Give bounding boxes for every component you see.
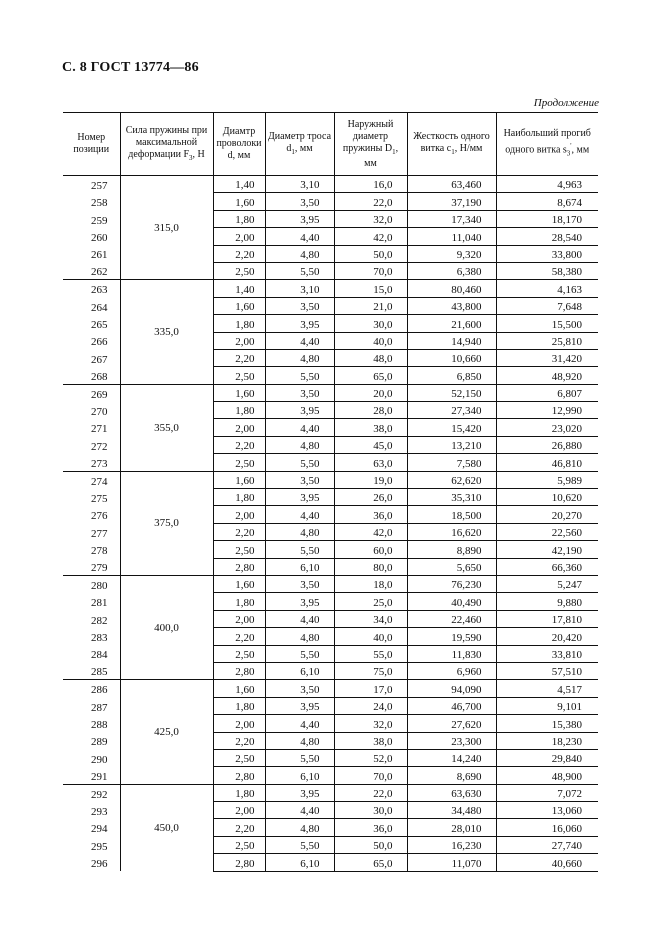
cable-diameter-cell: 3,10	[265, 176, 334, 193]
deflection-cell: 18,170	[496, 210, 598, 227]
position-cell: 279	[91, 561, 108, 574]
position-cell: 275	[91, 492, 108, 505]
stiffness-cell: 94,090	[407, 680, 496, 697]
cable-diameter-cell: 4,80	[265, 436, 334, 453]
wire-diameter-cell: 1,80	[213, 315, 265, 332]
cable-diameter-cell: 6,10	[265, 854, 334, 871]
outer-diameter-cell: 17,0	[334, 680, 407, 697]
stiffness-cell: 15,420	[407, 419, 496, 436]
deflection-cell: 46,810	[496, 454, 598, 471]
cable-diameter-cell: 3,50	[265, 193, 334, 210]
cable-diameter-cell: 3,10	[265, 280, 334, 297]
wire-diameter-cell: 2,80	[213, 854, 265, 871]
deflection-cell: 4,517	[496, 680, 598, 697]
wire-diameter-cell: 2,50	[213, 749, 265, 766]
column-header: Наибольший прогиб одного витка $s_3'$, мм	[496, 113, 598, 176]
position-cell: 296	[91, 858, 108, 871]
wire-diameter-cell: 1,60	[213, 471, 265, 488]
stiffness-cell: 27,340	[407, 402, 496, 419]
force-cell: 315,0	[120, 176, 213, 280]
deflection-cell: 33,800	[496, 245, 598, 262]
outer-diameter-cell: 32,0	[334, 210, 407, 227]
cable-diameter-cell: 3,50	[265, 680, 334, 697]
position-cell: 289	[91, 736, 108, 749]
cable-diameter-cell: 4,40	[265, 802, 334, 819]
springs-table	[63, 112, 598, 872]
cable-diameter-cell: 5,50	[265, 645, 334, 662]
position-cell: 293	[91, 805, 108, 818]
deflection-cell: 20,420	[496, 628, 598, 645]
stiffness-cell: 6,960	[407, 662, 496, 679]
deflection-cell: 28,540	[496, 228, 598, 245]
cable-diameter-cell: 4,80	[265, 349, 334, 366]
deflection-cell: 6,807	[496, 384, 598, 401]
outer-diameter-cell: 42,0	[334, 523, 407, 540]
outer-diameter-cell: 21,0	[334, 297, 407, 314]
deflection-cell: 33,810	[496, 645, 598, 662]
position-cell: 284	[91, 649, 108, 662]
position-cell: 264	[91, 301, 108, 314]
position-cell: 285	[91, 666, 108, 679]
stiffness-cell: 11,070	[407, 854, 496, 871]
position-cell: 295	[91, 840, 108, 853]
outer-diameter-cell: 18,0	[334, 575, 407, 592]
outer-diameter-cell: 22,0	[334, 784, 407, 801]
deflection-cell: 10,620	[496, 489, 598, 506]
position-cell: 276	[91, 510, 108, 523]
cable-diameter-cell: 3,95	[265, 489, 334, 506]
outer-diameter-cell: 38,0	[334, 419, 407, 436]
wire-diameter-cell: 2,20	[213, 436, 265, 453]
force-cell: 425,0	[120, 680, 213, 784]
wire-diameter-cell: 1,80	[213, 697, 265, 714]
deflection-cell: 66,360	[496, 558, 598, 575]
stiffness-cell: 5,650	[407, 558, 496, 575]
table-row	[63, 575, 598, 592]
deflection-cell: 9,101	[496, 697, 598, 714]
position-cell: 283	[91, 632, 108, 645]
deflection-cell: 4,163	[496, 280, 598, 297]
stiffness-cell: 52,150	[407, 384, 496, 401]
wire-diameter-cell: 1,60	[213, 193, 265, 210]
deflection-cell: 23,020	[496, 419, 598, 436]
column-header: Диаметр троса $d_1$, мм	[265, 113, 334, 176]
deflection-cell: 7,072	[496, 784, 598, 801]
outer-diameter-cell: 40,0	[334, 332, 407, 349]
position-cell: 287	[91, 701, 108, 714]
outer-diameter-cell: 25,0	[334, 593, 407, 610]
stiffness-cell: 13,210	[407, 436, 496, 453]
wire-diameter-cell: 2,00	[213, 715, 265, 732]
deflection-cell: 18,230	[496, 732, 598, 749]
deflection-cell: 16,060	[496, 819, 598, 836]
outer-diameter-cell: 34,0	[334, 610, 407, 627]
position-cell: 274	[63, 471, 120, 488]
deflection-cell: 22,560	[496, 523, 598, 540]
outer-diameter-cell: 70,0	[334, 767, 407, 784]
stiffness-cell: 46,700	[407, 697, 496, 714]
stiffness-cell: 23,300	[407, 732, 496, 749]
stiffness-cell: 17,340	[407, 210, 496, 227]
deflection-cell: 5,989	[496, 471, 598, 488]
cable-diameter-cell: 5,50	[265, 749, 334, 766]
stiffness-cell: 11,830	[407, 645, 496, 662]
cable-diameter-cell: 6,10	[265, 767, 334, 784]
deflection-cell: 48,900	[496, 767, 598, 784]
position-cell: 261	[91, 249, 108, 262]
column-header: Наружный диаметр пружины $D_1$, мм	[334, 113, 407, 176]
outer-diameter-cell: 70,0	[334, 262, 407, 279]
force-cell: 400,0	[120, 575, 213, 679]
wire-diameter-cell: 2,20	[213, 732, 265, 749]
outer-diameter-cell: 80,0	[334, 558, 407, 575]
position-cell: 271	[91, 423, 108, 436]
wire-diameter-cell: 1,60	[213, 680, 265, 697]
table-row	[63, 471, 598, 488]
outer-diameter-cell: 22,0	[334, 193, 407, 210]
position-cell: 263	[63, 280, 120, 297]
outer-diameter-cell: 30,0	[334, 802, 407, 819]
stiffness-cell: 28,010	[407, 819, 496, 836]
deflection-cell: 5,247	[496, 575, 598, 592]
deflection-cell: 57,510	[496, 662, 598, 679]
wire-diameter-cell: 2,00	[213, 228, 265, 245]
deflection-cell: 15,500	[496, 315, 598, 332]
cable-diameter-cell: 6,10	[265, 558, 334, 575]
outer-diameter-cell: 55,0	[334, 645, 407, 662]
wire-diameter-cell: 2,80	[213, 767, 265, 784]
cable-diameter-cell: 4,80	[265, 732, 334, 749]
cable-diameter-cell: 3,95	[265, 784, 334, 801]
cable-diameter-cell: 5,50	[265, 367, 334, 384]
outer-diameter-cell: 32,0	[334, 715, 407, 732]
outer-diameter-cell: 20,0	[334, 384, 407, 401]
position-cell: 286	[63, 680, 120, 697]
column-header: Диамтр проволоки d, мм	[213, 113, 265, 176]
wire-diameter-cell: 2,20	[213, 245, 265, 262]
position-cell: 265	[91, 319, 108, 332]
position-cell: 281	[91, 597, 108, 610]
page-header: С. 8 ГОСТ 13774—86	[62, 60, 199, 75]
deflection-cell: 29,840	[496, 749, 598, 766]
force-cell: 450,0	[120, 784, 213, 871]
cable-diameter-cell: 3,95	[265, 210, 334, 227]
position-cell: 292	[63, 784, 120, 801]
table-header-row	[63, 113, 598, 176]
wire-diameter-cell: 1,80	[213, 593, 265, 610]
continuation-label: Продолжение	[533, 97, 599, 109]
cable-diameter-cell: 4,40	[265, 419, 334, 436]
wire-diameter-cell: 1,80	[213, 210, 265, 227]
outer-diameter-cell: 48,0	[334, 349, 407, 366]
cable-diameter-cell: 4,40	[265, 610, 334, 627]
cable-diameter-cell: 3,50	[265, 575, 334, 592]
table-body	[63, 176, 598, 872]
stiffness-cell: 9,320	[407, 245, 496, 262]
wire-diameter-cell: 2,50	[213, 645, 265, 662]
outer-diameter-cell: 15,0	[334, 280, 407, 297]
wire-diameter-cell: 2,50	[213, 262, 265, 279]
stiffness-cell: 8,890	[407, 541, 496, 558]
outer-diameter-cell: 26,0	[334, 489, 407, 506]
stiffness-cell: 6,850	[407, 367, 496, 384]
deflection-cell: 13,060	[496, 802, 598, 819]
wire-diameter-cell: 1,80	[213, 784, 265, 801]
deflection-cell: 40,660	[496, 854, 598, 871]
outer-diameter-cell: 30,0	[334, 315, 407, 332]
stiffness-cell: 43,800	[407, 297, 496, 314]
position-cell: 258	[91, 197, 108, 210]
deflection-cell: 27,740	[496, 836, 598, 853]
position-cell: 260	[91, 232, 108, 245]
position-cell: 257	[63, 176, 120, 193]
deflection-cell: 42,190	[496, 541, 598, 558]
outer-diameter-cell: 60,0	[334, 541, 407, 558]
outer-diameter-cell: 50,0	[334, 245, 407, 262]
wire-diameter-cell: 2,80	[213, 558, 265, 575]
cable-diameter-cell: 3,50	[265, 297, 334, 314]
wire-diameter-cell: 2,80	[213, 662, 265, 679]
outer-diameter-cell: 42,0	[334, 228, 407, 245]
deflection-cell: 8,674	[496, 193, 598, 210]
position-cell: 278	[91, 545, 108, 558]
stiffness-cell: 11,040	[407, 228, 496, 245]
position-cell: 262	[91, 266, 108, 279]
position-cell: 288	[91, 719, 108, 731]
outer-diameter-cell: 16,0	[334, 176, 407, 193]
stiffness-cell: 14,940	[407, 332, 496, 349]
outer-diameter-cell: 19,0	[334, 471, 407, 488]
stiffness-cell: 63,460	[407, 176, 496, 193]
position-cell: 268	[91, 370, 108, 383]
wire-diameter-cell: 2,50	[213, 454, 265, 471]
position-cell: 270	[91, 405, 108, 418]
stiffness-cell: 6,380	[407, 262, 496, 279]
wire-diameter-cell: 1,80	[213, 489, 265, 506]
cable-diameter-cell: 4,40	[265, 228, 334, 245]
stiffness-cell: 14,240	[407, 749, 496, 766]
wire-diameter-cell: 2,50	[213, 541, 265, 558]
cable-diameter-cell: 5,50	[265, 836, 334, 853]
outer-diameter-cell: 63,0	[334, 454, 407, 471]
wire-diameter-cell: 2,50	[213, 367, 265, 384]
deflection-cell: 58,380	[496, 262, 598, 279]
wire-diameter-cell: 1,80	[213, 402, 265, 419]
outer-diameter-cell: 45,0	[334, 436, 407, 453]
column-header: Сила пружины при максимальной деформации $F_3$, Н	[120, 113, 213, 176]
deflection-cell: 20,270	[496, 506, 598, 523]
deflection-cell: 9,880	[496, 593, 598, 610]
deflection-cell: 15,380	[496, 715, 598, 732]
stiffness-cell: 40,490	[407, 593, 496, 610]
deflection-cell: 26,880	[496, 436, 598, 453]
table-row	[63, 176, 598, 193]
cable-diameter-cell: 5,50	[265, 541, 334, 558]
cable-diameter-cell: 4,80	[265, 523, 334, 540]
stiffness-cell: 10,660	[407, 349, 496, 366]
outer-diameter-cell: 65,0	[334, 854, 407, 871]
cable-diameter-cell: 5,50	[265, 454, 334, 471]
force-cell: 375,0	[120, 471, 213, 575]
wire-diameter-cell: 2,20	[213, 819, 265, 836]
position-cell: 280	[63, 575, 120, 592]
outer-diameter-cell: 38,0	[334, 732, 407, 749]
cable-diameter-cell: 4,40	[265, 715, 334, 732]
stiffness-cell: 76,230	[407, 575, 496, 592]
table-row	[63, 280, 598, 297]
wire-diameter-cell: 2,00	[213, 332, 265, 349]
stiffness-cell: 16,230	[407, 836, 496, 853]
wire-diameter-cell: 2,20	[213, 349, 265, 366]
wire-diameter-cell: 2,00	[213, 419, 265, 436]
position-cell: 291	[91, 770, 108, 783]
stiffness-cell: 37,190	[407, 193, 496, 210]
cable-diameter-cell: 4,80	[265, 819, 334, 836]
stiffness-cell: 62,620	[407, 471, 496, 488]
outer-diameter-cell: 52,0	[334, 749, 407, 766]
position-cell: 282	[91, 614, 108, 627]
position-cell: 259	[91, 214, 108, 227]
outer-diameter-cell: 50,0	[334, 836, 407, 853]
wire-diameter-cell: 2,50	[213, 836, 265, 853]
outer-diameter-cell: 40,0	[334, 628, 407, 645]
position-cell: 277	[91, 527, 108, 540]
stiffness-cell: 21,600	[407, 315, 496, 332]
wire-diameter-cell: 1,60	[213, 575, 265, 592]
force-cell: 335,0	[120, 280, 213, 384]
column-header: Номер позиции	[63, 113, 120, 176]
table-row	[63, 784, 598, 801]
outer-diameter-cell: 75,0	[334, 662, 407, 679]
stiffness-cell: 8,690	[407, 767, 496, 784]
outer-diameter-cell: 65,0	[334, 367, 407, 384]
stiffness-cell: 80,460	[407, 280, 496, 297]
position-cell: 267	[91, 353, 108, 366]
table-row	[63, 680, 598, 697]
deflection-cell: 48,920	[496, 367, 598, 384]
wire-diameter-cell: 1,40	[213, 280, 265, 297]
wire-diameter-cell: 1,40	[213, 176, 265, 193]
outer-diameter-cell: 36,0	[334, 506, 407, 523]
cable-diameter-cell: 3,50	[265, 384, 334, 401]
cable-diameter-cell: 4,40	[265, 506, 334, 523]
stiffness-cell: 19,590	[407, 628, 496, 645]
wire-diameter-cell: 2,20	[213, 628, 265, 645]
wire-diameter-cell: 1,60	[213, 384, 265, 401]
stiffness-cell: 63,630	[407, 784, 496, 801]
position-cell: 266	[91, 336, 108, 349]
outer-diameter-cell: 36,0	[334, 819, 407, 836]
deflection-cell: 17,810	[496, 610, 598, 627]
cable-diameter-cell: 3,95	[265, 593, 334, 610]
cable-diameter-cell: 3,95	[265, 402, 334, 419]
cable-diameter-cell: 4,40	[265, 332, 334, 349]
position-cell: 273	[91, 457, 108, 470]
position-cell: 290	[91, 753, 108, 766]
force-cell: 355,0	[120, 384, 213, 471]
wire-diameter-cell: 2,20	[213, 523, 265, 540]
deflection-cell: 25,810	[496, 332, 598, 349]
cable-diameter-cell: 4,80	[265, 628, 334, 645]
cable-diameter-cell: 3,50	[265, 471, 334, 488]
wire-diameter-cell: 2,00	[213, 802, 265, 819]
stiffness-cell: 34,480	[407, 802, 496, 819]
stiffness-cell: 35,310	[407, 489, 496, 506]
wire-diameter-cell: 2,00	[213, 506, 265, 523]
stiffness-cell: 7,580	[407, 454, 496, 471]
position-cell: 272	[91, 440, 108, 453]
deflection-cell: 4,963	[496, 176, 598, 193]
table-row	[63, 384, 598, 401]
cable-diameter-cell: 3,95	[265, 315, 334, 332]
cable-diameter-cell: 6,10	[265, 662, 334, 679]
position-cell: 269	[63, 384, 120, 401]
cable-diameter-cell: 4,80	[265, 245, 334, 262]
cable-diameter-cell: 3,95	[265, 697, 334, 714]
outer-diameter-cell: 24,0	[334, 697, 407, 714]
deflection-cell: 7,648	[496, 297, 598, 314]
column-header: Жесткость одного витка $c_1$, Н/мм	[407, 113, 496, 176]
deflection-cell: 31,420	[496, 349, 598, 366]
outer-diameter-cell: 28,0	[334, 402, 407, 419]
stiffness-cell: 27,620	[407, 715, 496, 732]
stiffness-cell: 22,460	[407, 610, 496, 627]
wire-diameter-cell: 1,60	[213, 297, 265, 314]
deflection-cell: 12,990	[496, 402, 598, 419]
position-cell: 294	[91, 823, 108, 836]
stiffness-cell: 18,500	[407, 506, 496, 523]
wire-diameter-cell: 2,00	[213, 610, 265, 627]
cable-diameter-cell: 5,50	[265, 262, 334, 279]
stiffness-cell: 16,620	[407, 523, 496, 540]
